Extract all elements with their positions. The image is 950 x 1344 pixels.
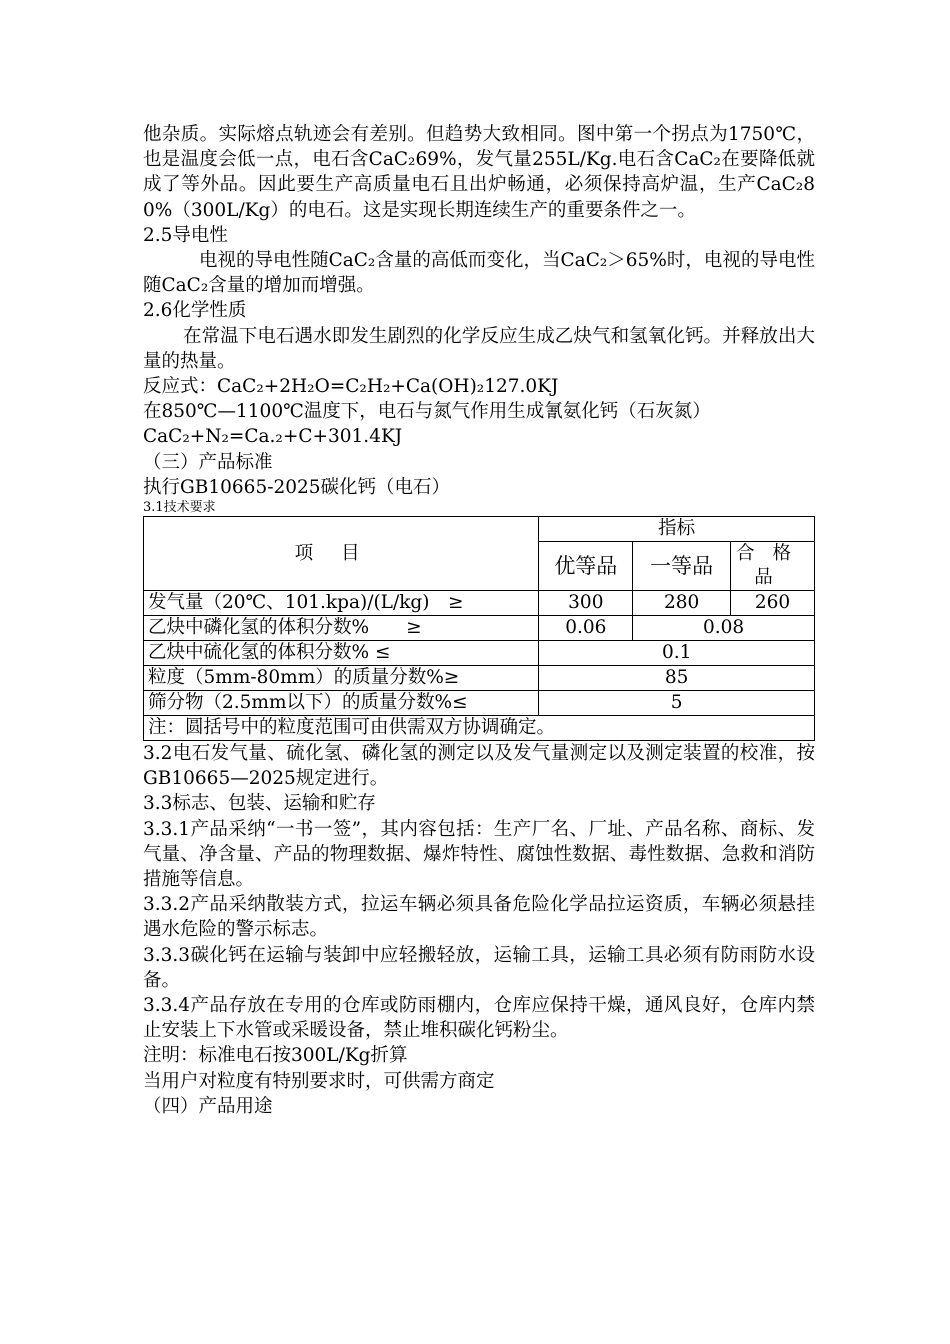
note-line-2: 当用户对粒度有特别要求时，可供需方商定 xyxy=(143,1070,495,1092)
row-value: 280 xyxy=(633,591,731,616)
table-row xyxy=(144,591,815,616)
row-value: 85 xyxy=(539,666,815,691)
section-2-5-text: 电视的导电性随CaC₂含量的高低而变化，当CaC₂＞65%时，电视的导电性随CaC₂含量的增加而增强。 xyxy=(143,250,815,297)
section-3-3-heading: 3.3标志、包装、运输和贮存 xyxy=(143,793,376,815)
section-3-2: 3.2电石发气量、硫化氢、磷化氢的测定以及发气量测定以及测定装置的校准，按GB10665—2025规定进行。 xyxy=(143,743,815,790)
section-2-6-text-2: 在850℃—1100℃温度下，电石与氮气作用生成氰氨化钙（石灰氮） xyxy=(143,401,711,423)
section-2-5-heading: 2.5导电性 xyxy=(143,224,228,246)
section-3-3-2: 3.3.2产品采纳散装方式，拉运车辆必须具备危险化学品拉运资质，车辆必须悬挂遇水危险的警示标志。 xyxy=(143,894,815,941)
row-label: 乙炔中磷化氢的体积分数% ≥ xyxy=(144,616,539,641)
standard-line: 执行GB10665-2025碳化钙（电石） xyxy=(143,476,451,498)
section-4-heading: （四）产品用途 xyxy=(143,1095,273,1117)
row-value: 0.1 xyxy=(539,641,815,666)
item-header: 项目 xyxy=(144,517,539,591)
row-value: 5 xyxy=(539,691,815,716)
intro-paragraph: 他杂质。实际熔点轨迹会有差别。但趋势大致相同。图中第一个拐点为1750℃，也是温度会低一点，电石含CaC₂69%，发气量255L/Kg.电石含CaC₂在要降低就成了等外品。因此要生产高质量电石且出炉畅通，必须保持高炉温，生产CaC₂80%（300L/Kg）的电石。这是实现长期连续生产的重要条件之一。 xyxy=(143,124,815,221)
row-label: 发气量（20℃、101.kpa)/(L/kg) ≥ xyxy=(144,591,539,616)
row-label: 乙炔中硫化氢的体积分数% ≤ xyxy=(144,641,539,666)
table-caption: 3.1技术要求 xyxy=(143,500,216,516)
table-row xyxy=(144,616,815,641)
table-row xyxy=(144,666,815,691)
table-note: 注：圆括号中的粒度范围可由供需双方协调确定。 xyxy=(144,716,815,741)
section-2-6-heading: 2.6化学性质 xyxy=(143,300,247,322)
table-header-row xyxy=(144,517,815,542)
row-label: 粒度（5mm-80mm）的质量分数%≥ xyxy=(144,666,539,691)
row-value: 0.08 xyxy=(633,616,815,641)
section-3-3-1: 3.3.1产品采纳“一书一签”，其内容包括：生产厂名、厂址、产品名称、商标、发气量、净含量、产品的物理数据、爆炸特性、腐蚀性数据、毒性数据、急救和消防措施等信息。 xyxy=(143,818,815,891)
spec-table xyxy=(143,516,815,741)
row-label: 筛分物（2.5mm以下）的质量分数%≤ xyxy=(144,691,539,716)
reaction-equation-2: CaC₂+N₂=Ca.₂+C+301.4KJ xyxy=(143,426,403,448)
row-value: 300 xyxy=(539,591,633,616)
index-header: 指标 xyxy=(539,517,815,542)
grade-qualified: 合格品 xyxy=(731,542,815,591)
document-page xyxy=(143,122,815,1119)
grade-first: 一等品 xyxy=(633,542,731,591)
section-3-3-4: 3.3.4产品存放在专用的仓库或防雨棚内，仓库应保持干燥，通风良好，仓库内禁止安装上下水管或采暖设备，禁止堆积碳化钙粉尘。 xyxy=(143,995,815,1042)
row-value: 260 xyxy=(731,591,815,616)
table-row xyxy=(144,641,815,666)
table-note-row xyxy=(144,716,815,741)
table-row xyxy=(144,691,815,716)
section-3-heading: （三）产品标准 xyxy=(143,451,273,473)
section-3-3-3: 3.3.3碳化钙在运输与装卸中应轻搬轻放，运输工具，运输工具必须有防雨防水设备。 xyxy=(143,944,815,991)
note-line-1: 注明：标准电石按300L/Kg折算 xyxy=(143,1045,408,1067)
row-value: 0.06 xyxy=(539,616,633,641)
section-2-6-text: 在常温下电石遇水即发生剧烈的化学反应生成乙炔气和氢氧化钙。并释放出大量的热量。 xyxy=(143,325,815,372)
grade-premium: 优等品 xyxy=(539,542,633,591)
reaction-equation-1: 反应式：CaC₂+2H₂O=C₂H₂+Ca(OH)₂127.0KJ xyxy=(143,376,559,398)
